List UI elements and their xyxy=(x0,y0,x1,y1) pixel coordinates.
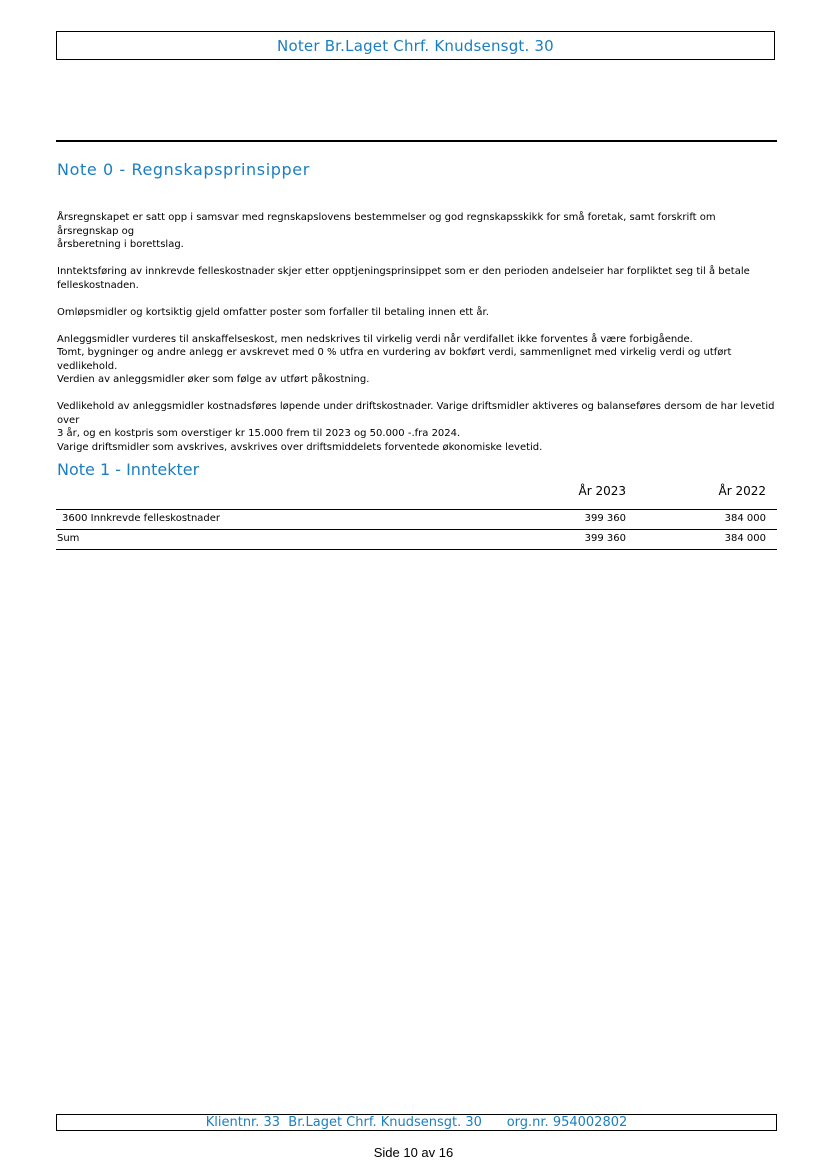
note0-paragraph: Omløpsmidler og kortsiktig gjeld omfatter poster som forfaller til betaling innen ett år. xyxy=(57,306,489,318)
column-header-2023: År 2023 xyxy=(578,484,626,498)
row-value-2023: 399 360 xyxy=(584,513,626,524)
sum-row xyxy=(56,530,777,550)
sum-value-2023: 399 360 xyxy=(584,533,626,544)
header-title: Noter Br.Laget Chrf. Knudsensgt. 30 xyxy=(277,36,554,55)
note0-body xyxy=(57,211,775,468)
note0-paragraph: Vedlikehold av anleggsmidler kostnadsføres løpende under driftskostnader. Varige driftsmidler aktiveres og balanseføres dersom de har levetid over 3 år, og en kostpris som overstiger kr 15.000 frem til 2023 og 50.000 -.fra 2024. Varige driftsmidler som avskrives, avskrives over driftsmiddelets forventede økonomiske levetid. xyxy=(57,401,775,453)
sum-label: Sum xyxy=(57,533,80,544)
row-value-2022: 384 000 xyxy=(724,513,766,524)
note0-paragraph: Årsregnskapet er satt opp i samsvar med regnskapslovens bestemmelser og god regnskapsskikk for små foretak, samt forskrift om årsregnskap og årsberetning i borettslag. xyxy=(57,212,716,250)
row-label: 3600 Innkrevde felleskostnader xyxy=(62,513,221,524)
page-footer xyxy=(56,1114,777,1131)
sum-value-2022: 384 000 xyxy=(724,533,766,544)
note1-title: Note 1 - Inntekter xyxy=(57,460,200,479)
page-number: Side 10 av 16 xyxy=(373,1145,454,1160)
column-header-2022: År 2022 xyxy=(718,484,766,498)
page-header xyxy=(56,31,775,60)
header-divider xyxy=(56,140,777,142)
note0-paragraph: Inntektsføring av innkrevde felleskostnader skjer etter opptjeningsprinsippet som er den perioden andelseier har forpliktet seg til å betale felleskostnaden. xyxy=(57,266,750,291)
table-row xyxy=(56,510,777,530)
note0-title: Note 0 - Regnskapsprinsipper xyxy=(57,160,310,179)
note0-paragraph: Anleggsmidler vurderes til anskaffelseskost, men nedskrives til virkelig verdi når verdifallet ikke forventes å være forbigående. Tomt, bygninger og andre anlegg er avskrevet med 0 % utfra en vurdering av bokført verdi, sammenlignet med virkelig verdi og utført vedlikehold. Verdien av anleggsmidler øker som følge av utført påkostning. xyxy=(57,333,732,385)
footer-text: Klientnr. 33 Br.Laget Chrf. Knudsensgt. 30 org.nr. 954002802 xyxy=(205,1115,628,1130)
income-table xyxy=(56,509,777,550)
